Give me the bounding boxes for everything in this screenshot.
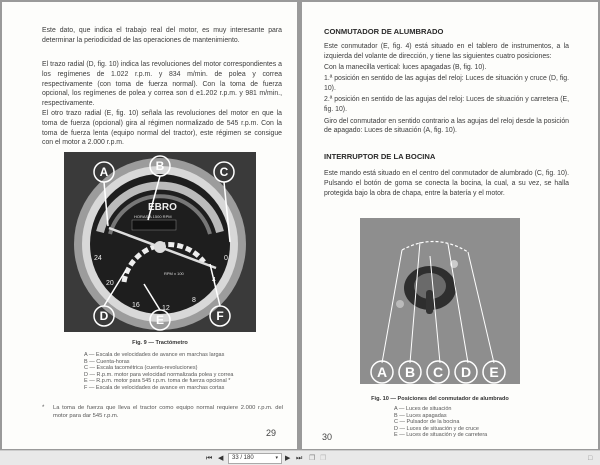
callout-b: B [404,364,416,380]
scale-tick: 12 [162,305,170,312]
figure-caption: Fig. 10 — Posiciones del conmutador de alumbrado [371,396,509,402]
gauge-subtitle: HORAS A 1500 RPM [134,214,172,219]
callout-e: E [489,364,499,380]
legend-item: E — R.p.m. motor para 545 r.p.m. toma de fuerza opcional * [84,378,231,384]
page-number: 30 [322,432,333,442]
paragraph: Con la manecilla vertical: luces apagadas (B, fig. 10). [324,64,487,72]
callout-a: A [376,364,388,380]
callout-d: D [460,364,472,380]
last-page-icon[interactable]: ⏭ [296,455,303,462]
section-body [324,42,569,136]
callout-d: D [99,309,109,323]
callout-c: C [219,165,229,179]
footnote: La toma de fuerza que lleva el tractor como equipo normal requiere 2.000 r.p.m. del motor para dar 545 r.p.m. [53,405,283,419]
paragraph: Este dato, que indica el trabajo real del motor, es muy interesante para determinar la periodicidad de las operaciones de mantenimiento. [42,27,282,44]
scale-tick: 0 [224,255,228,262]
right-page [302,2,598,449]
scale-tick: 24 [94,255,102,262]
page-selector[interactable] [228,453,282,464]
page-number: 29 [266,428,277,438]
two-page-view-icon[interactable]: ❐ [320,455,327,462]
paragraph: 1.ª posición en sentido de las agujas del reloj: Luces de situación y cruce (D, fig. 10). [324,75,570,93]
switch-photo [360,218,520,384]
legend-item: B — Cuenta-horas [84,358,130,365]
paragraph: 2.ª posición en sentido de las agujas del reloj: Luces de situación y carretera (E, fig. 10). [324,96,569,114]
paragraph: El otro trazo radial (E, fig. 10) señala las revoluciones del motor en que la toma de fuerza (opcional) gira al régimen normalizado de 545 r.p.m. Con la toma de fuerza lenta (equipo normal del tractor), este régimen se consigue con el motor a 2.000 r.p.m. [42,110,282,147]
callout-b: B [155,159,165,173]
legend-item: A — Escala de velocidades de avance en marchas largas [84,352,225,358]
figure-legend [394,406,564,439]
scale-tick: 8 [192,297,196,304]
paragraph: Este conmutador (E, fig. 4) está situado en el tablero de instrumentos, a la izquierda del volante de dirección, y tiene las siguientes cuatro posiciones: [324,43,569,60]
legend-item: E — Luces de situación y de carretera [394,432,488,438]
legend-item: A — Luces de situación [394,406,452,412]
next-page-icon[interactable]: ▶ [285,455,291,462]
legend-item: D — Luces de situación y de cruce [394,425,479,432]
callout-e: E [155,313,165,327]
paragraph: Giro del conmutador en sentido contrario a las agujas del reloj desde la posición de apagado: Luces de situación (A, fig. 10). [324,117,569,135]
legend-item: F — Escala de velocidades de avance en marchas cortas [84,384,225,391]
scale-tick: 4 [212,277,216,284]
legend-item: D — R.p.m. motor para velocidad normalizada polea y correa [84,371,234,378]
figure-legend [84,352,284,391]
gauge-rpm-label: RPM x 100 [164,271,184,276]
footnote-mark: * [42,405,45,411]
section-heading: INTERRUPTOR DE LA BOCINA [324,152,436,161]
paragraph: Este mando está situado en el centro del conmutador de alumbrado (C, fig. 10). Pulsando el botón de goma se conecta la bocina, la cual, a su vez, se halla protegida bajo la obra de chapa, entre la batería y el motor. [324,170,569,197]
section-heading: CONMUTADOR DE ALUMBRADO [324,27,444,36]
figure-caption: Fig. 9 — Tractómetro [132,340,188,346]
gauge-brand: EBRO [148,202,177,213]
callout-a: A [99,165,109,179]
legend-item: C — Pulsador de la bocina [394,419,460,425]
viewer-toolbar [0,450,600,465]
previous-page-icon[interactable]: ◀ [218,455,224,462]
scale-tick: 20 [106,280,114,287]
single-page-view-icon[interactable]: ❐ [309,455,316,462]
callout-c: C [432,364,444,380]
tractometer-photo [64,152,256,332]
page-display: 33 / 180 [232,455,254,461]
paragraph: El trazo radial (D, fig. 10) indica las revoluciones del motor correspondientes a los regímenes de 1.022 r.p.m. y 834 m/min. de polea y correa respectivamente (con toma de fuerza normal). Con la toma de fuerza opcional, los regímenes de polea y correa son d e1.202 r.p.m. y 981 m/min., respectivamente. [42,61,282,108]
chevron-down-icon: ▾ [275,455,278,461]
scale-tick: 16 [132,302,140,309]
first-page-icon[interactable]: ⏮ [206,455,213,462]
legend-item: B — Luces apagadas [394,412,447,419]
left-page [2,2,297,449]
legend-item: C — Escala tacométrica (cuenta-revoluciones) [84,365,198,371]
fullscreen-icon[interactable]: □ [588,455,593,462]
callout-f: F [216,309,224,323]
